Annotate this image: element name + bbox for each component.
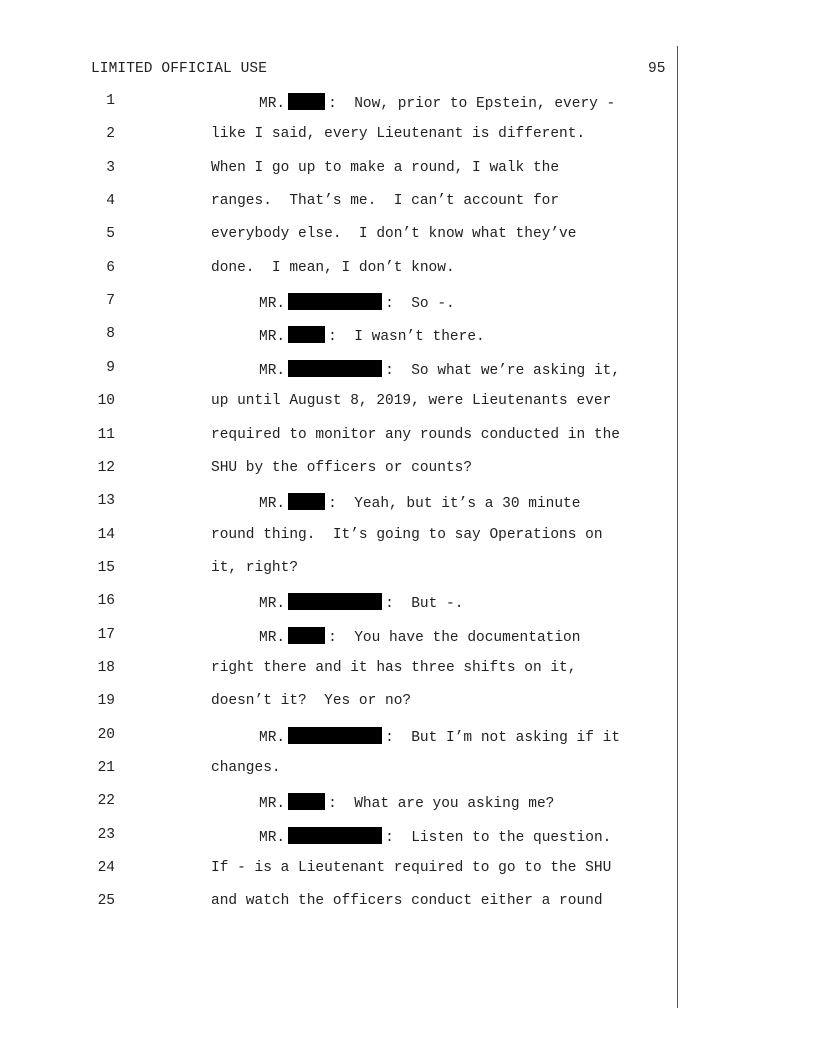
speech-text: : Yeah, but it’s a 30 minute	[328, 496, 581, 513]
line-number: 6	[106, 259, 115, 276]
line-text: right there and it has three shifts on it,	[211, 659, 577, 676]
redaction-block	[288, 593, 382, 610]
line-number: 17	[97, 626, 115, 643]
speech-text: : But I’m not asking if it	[385, 729, 621, 746]
line-number: 3	[106, 159, 115, 176]
line-number: 14	[97, 526, 115, 543]
line-text: up until August 8, 2019, were Lieutenants ever	[211, 393, 612, 410]
transcript-line	[0, 193, 676, 213]
line-text: everybody else. I don’t know what they’ve	[211, 226, 577, 243]
line-number: 15	[97, 559, 115, 576]
redaction-block	[288, 727, 382, 744]
transcript-line	[0, 860, 676, 880]
speaker-prefix: MR.	[259, 96, 286, 112]
speaker-line	[259, 593, 463, 612]
transcript-line	[0, 727, 676, 747]
speech-text: : So what we’re asking it,	[385, 362, 621, 379]
line-number: 24	[97, 860, 115, 877]
transcript-line	[0, 326, 676, 346]
line-text: required to monitor any rounds conducted in the	[211, 426, 620, 443]
transcript-line	[0, 593, 676, 613]
transcript-line	[0, 760, 676, 780]
redaction-block	[288, 360, 382, 377]
right-margin-rule	[677, 46, 678, 1008]
line-number: 4	[106, 193, 115, 210]
speech-text: : What are you asking me?	[328, 796, 555, 813]
line-text: SHU by the officers or counts?	[211, 459, 473, 476]
speaker-line	[259, 627, 580, 646]
line-text: doesn’t it? Yes or no?	[211, 693, 412, 710]
speaker-line	[259, 793, 554, 812]
speaker-line	[259, 326, 485, 345]
line-number: 18	[97, 659, 115, 676]
transcript-line	[0, 493, 676, 513]
transcript-line	[0, 260, 676, 280]
line-number: 5	[106, 226, 115, 243]
line-number: 10	[97, 393, 115, 410]
page-number: 95	[648, 61, 666, 77]
transcript-line	[0, 360, 676, 380]
transcript-line	[0, 160, 676, 180]
redaction-block	[288, 93, 325, 110]
speaker-prefix: MR.	[259, 596, 286, 613]
transcript-line	[0, 460, 676, 480]
transcript-line	[0, 427, 676, 447]
speaker-line	[259, 727, 620, 746]
transcript-line	[0, 226, 676, 246]
speech-text: : So -.	[385, 296, 455, 313]
speech-text: : Listen to the question.	[385, 829, 612, 846]
transcript-line	[0, 560, 676, 580]
line-number: 7	[106, 293, 115, 310]
redaction-block	[288, 793, 325, 810]
speaker-prefix: MR.	[259, 496, 286, 513]
transcript-line	[0, 93, 676, 113]
speaker-prefix: MR.	[259, 829, 286, 846]
line-text: and watch the officers conduct either a round	[211, 893, 603, 910]
line-number: 2	[106, 126, 115, 143]
line-text: round thing. It’s going to say Operations on	[211, 526, 603, 543]
line-text: When I go up to make a round, I walk the	[211, 159, 560, 176]
line-text: If - is a Lieutenant required to go to the SHU	[211, 860, 612, 877]
speech-text: : Now, prior to Epstein, every -	[328, 96, 616, 112]
speaker-prefix: MR.	[259, 796, 286, 813]
transcript-line	[0, 660, 676, 680]
speaker-prefix: MR.	[259, 629, 286, 646]
line-number: 13	[97, 493, 115, 510]
line-number: 12	[97, 459, 115, 476]
line-text: ranges. That’s me. I can’t account for	[211, 193, 560, 210]
transcript-line	[0, 793, 676, 813]
transcript-line	[0, 627, 676, 647]
speaker-prefix: MR.	[259, 729, 286, 746]
line-number: 19	[97, 693, 115, 710]
transcript-line	[0, 893, 676, 913]
line-number: 23	[97, 826, 115, 843]
speaker-prefix: MR.	[259, 362, 286, 379]
redaction-block	[288, 627, 325, 644]
speaker-prefix: MR.	[259, 296, 286, 313]
redaction-block	[288, 326, 325, 343]
line-number: 21	[97, 760, 115, 776]
line-text: like I said, every Lieutenant is different.	[211, 126, 586, 143]
line-number: 20	[97, 726, 115, 743]
speaker-line	[259, 493, 580, 512]
redaction-block	[288, 293, 382, 310]
transcript-line	[0, 393, 676, 413]
classification-header: LIMITED OFFICIAL USE	[91, 61, 268, 77]
line-text: changes.	[211, 760, 281, 776]
speech-text: : But -.	[385, 596, 464, 613]
line-number: 22	[97, 793, 115, 810]
transcript-line	[0, 126, 676, 146]
speaker-line	[259, 293, 455, 312]
transcript-line	[0, 693, 676, 713]
speech-text: : I wasn’t there.	[328, 329, 485, 346]
speaker-line	[259, 360, 620, 379]
redaction-block	[288, 827, 382, 844]
line-text: done. I mean, I don’t know.	[211, 259, 455, 276]
line-number: 11	[97, 426, 115, 443]
redaction-block	[288, 493, 325, 510]
transcript-line	[0, 293, 676, 313]
speech-text: : You have the documentation	[328, 629, 581, 646]
line-text: it, right?	[211, 559, 299, 576]
transcript-line	[0, 827, 676, 847]
line-number: 8	[106, 326, 115, 343]
speaker-line	[259, 93, 615, 112]
line-number: 1	[106, 93, 115, 109]
line-number: 25	[97, 893, 115, 910]
transcript-line	[0, 527, 676, 547]
line-number: 9	[106, 359, 115, 376]
speaker-line	[259, 827, 611, 846]
line-number: 16	[97, 593, 115, 610]
speaker-prefix: MR.	[259, 329, 286, 346]
